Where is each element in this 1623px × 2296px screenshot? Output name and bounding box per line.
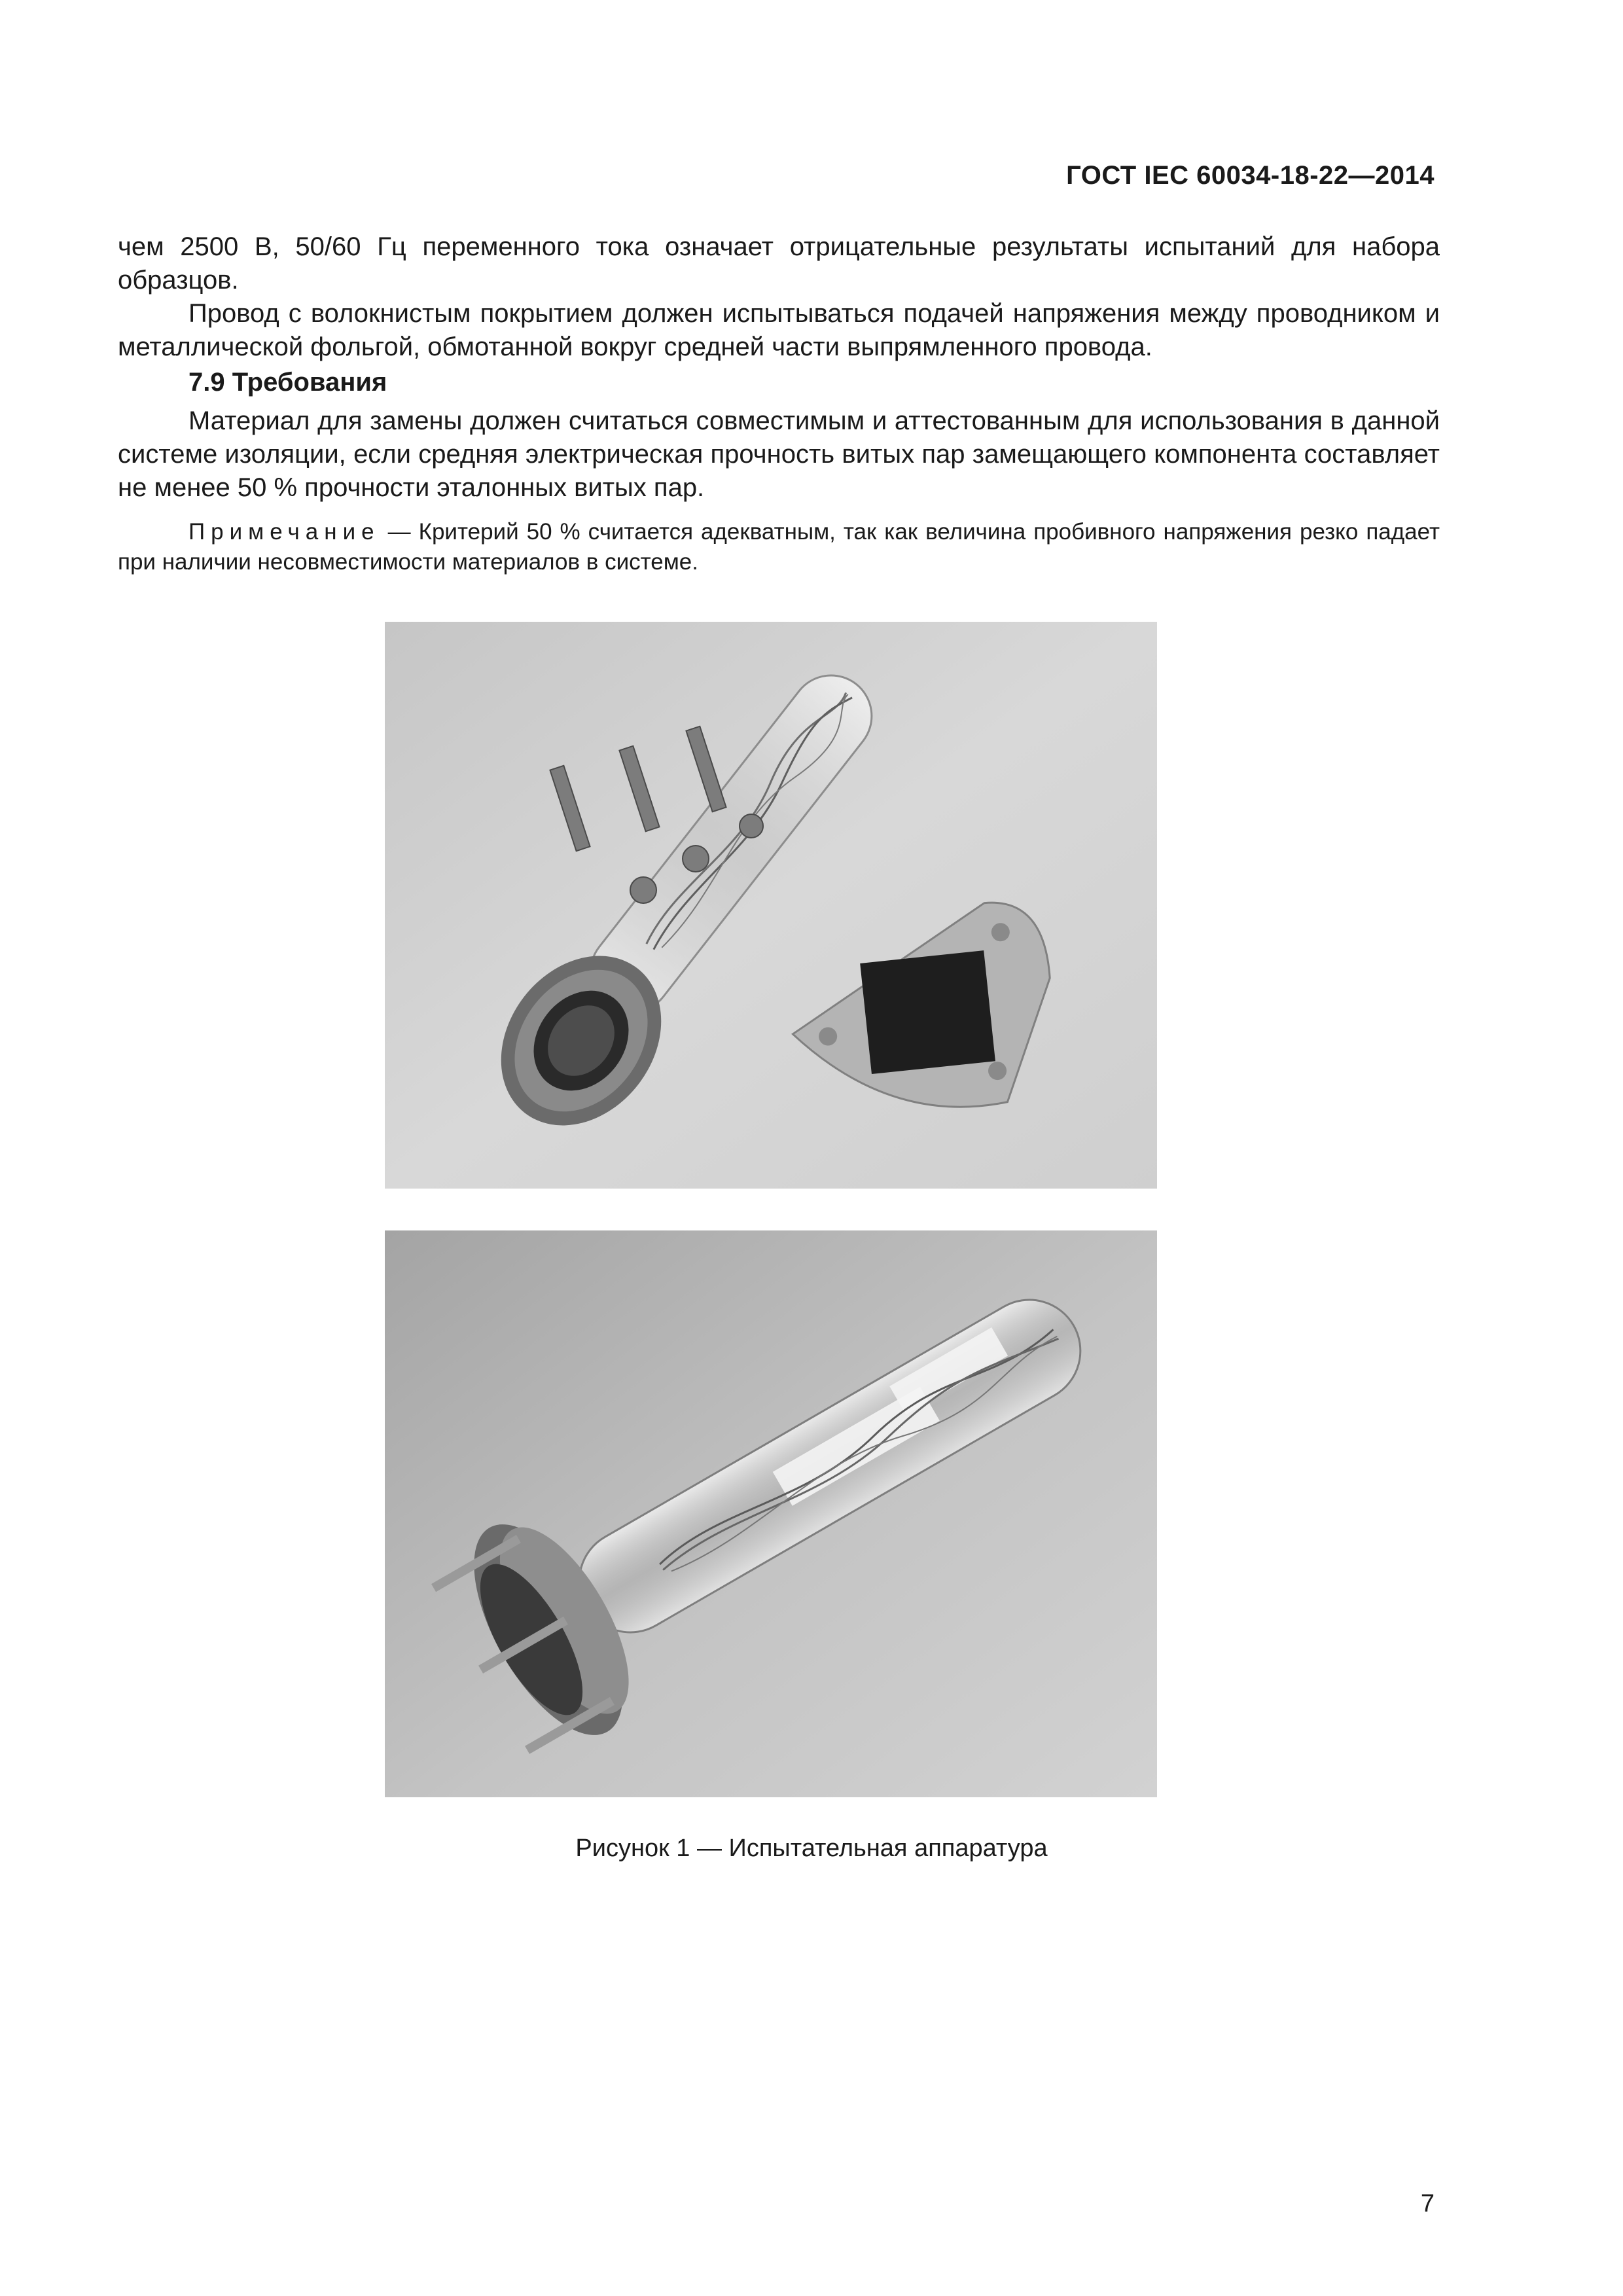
note-label: Примечание bbox=[188, 519, 380, 545]
figure-caption: Рисунок 1 — Испытательная аппаратура bbox=[575, 1835, 1048, 1862]
paragraph-requirements: Материал для замены должен считаться совместимым и аттестованным для использования в данной системе изоляции, если средняя электрическая прочность витых пар замещающего компонента составляет не менее 50 % прочности эталонных витых пар. bbox=[118, 406, 1440, 502]
section-heading: 7.9 Требования bbox=[188, 368, 387, 397]
document-header: ГОСТ IEC 60034-18-22—2014 bbox=[1066, 161, 1435, 190]
paragraph-continuation: чем 2500 В, 50/60 Гц переменного тока означает отрицательные результаты испытаний для набора образцов. bbox=[118, 232, 1440, 295]
page-number: 7 bbox=[1420, 2190, 1435, 2217]
note-paragraph bbox=[118, 517, 1440, 577]
paragraph-wire-test: Провод с волокнистым покрытием должен испытываться подачей напряжения между проводником и металлической фольгой, обмотанной вокруг средней части выпрямленного провода. bbox=[118, 299, 1440, 361]
figure-photo-disassembled bbox=[385, 622, 1157, 1189]
note-text: — Критерий 50 % считается адекватным, так как величина пробивного напряжения резко падает при наличии несовместимости материалов в системе. bbox=[118, 519, 1440, 575]
figure-photo-assembled bbox=[385, 1230, 1157, 1797]
